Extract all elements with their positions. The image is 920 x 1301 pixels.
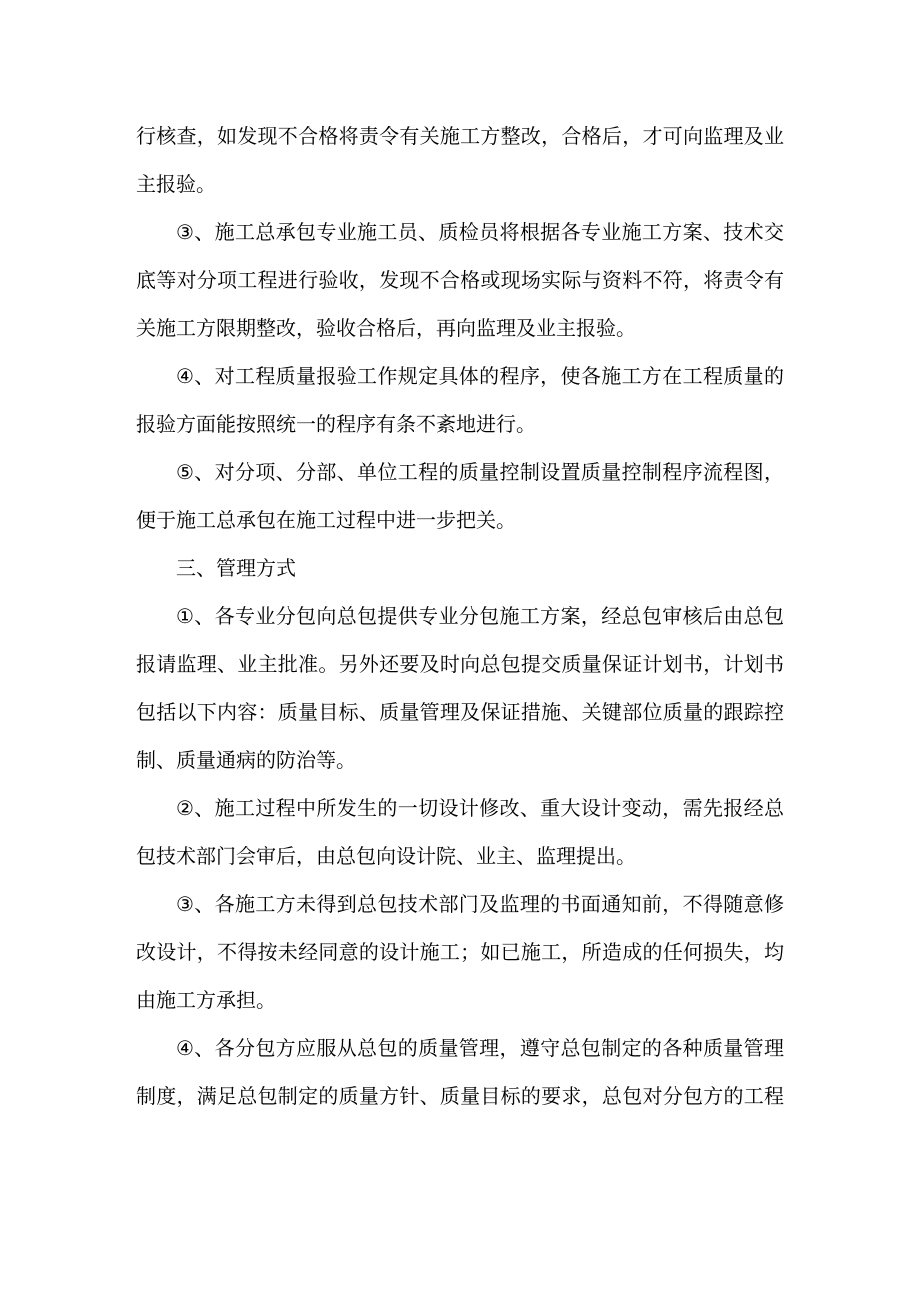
text-line: 包技术部门会审后，由总包向设计院、业主、监理提出。	[136, 844, 636, 868]
text-line: 由施工方承担。	[136, 988, 276, 1012]
text-line: 报验方面能按照统一的程序有条不紊地进行。	[136, 412, 536, 436]
document-body	[136, 112, 784, 1120]
text-line: 包括以下内容：质量目标、质量管理及保证措施、关键部位质量的跟踪控	[136, 700, 784, 724]
paragraph-start-line: ⑤、对分项、分部、单位工程的质量控制设置质量控制程序流程图，	[176, 460, 784, 484]
text-line: 报请监理、业主批准。另外还要及时向总包提交质量保证计划书，计划书	[136, 652, 784, 676]
text-line: 便于施工总承包在施工过程中进一步把关。	[136, 508, 516, 532]
text-line: 行核查，如发现不合格将责令有关施工方整改，合格后，才可向监理及业	[136, 124, 784, 148]
paragraph-start-line: ③、施工总承包专业施工员、质检员将根据各专业施工方案、技术交	[176, 220, 784, 244]
text-line: 关施工方限期整改，验收合格后，再向监理及业主报验。	[136, 316, 636, 340]
text-line: 主报验。	[136, 172, 216, 196]
text-line: 底等对分项工程进行验收，发现不合格或现场实际与资料不符，将责令有	[136, 268, 784, 292]
text-line: 制度，满足总包制定的质量方针、质量目标的要求，总包对分包方的工程	[136, 1084, 784, 1108]
text-line: 改设计，不得按未经同意的设计施工；如已施工，所造成的任何损失，均	[136, 940, 784, 964]
paragraph-start-line: ②、施工过程中所发生的一切设计修改、重大设计变动，需先报经总	[176, 796, 784, 820]
paragraph-start-line: ③、各施工方未得到总包技术部门及监理的书面通知前，不得随意修	[176, 892, 784, 916]
paragraph-start-line: ④、对工程质量报验工作规定具体的程序，使各施工方在工程质量的	[176, 364, 784, 388]
paragraph-start-line: ①、各专业分包向总包提供专业分包施工方案，经总包审核后由总包	[176, 604, 784, 628]
paragraph-start-line: ④、各分包方应服从总包的质量管理，遵守总包制定的各种质量管理	[176, 1036, 784, 1060]
text-line: 制、质量通病的防治等。	[136, 748, 356, 772]
section-heading: 三、管理方式	[176, 556, 296, 580]
